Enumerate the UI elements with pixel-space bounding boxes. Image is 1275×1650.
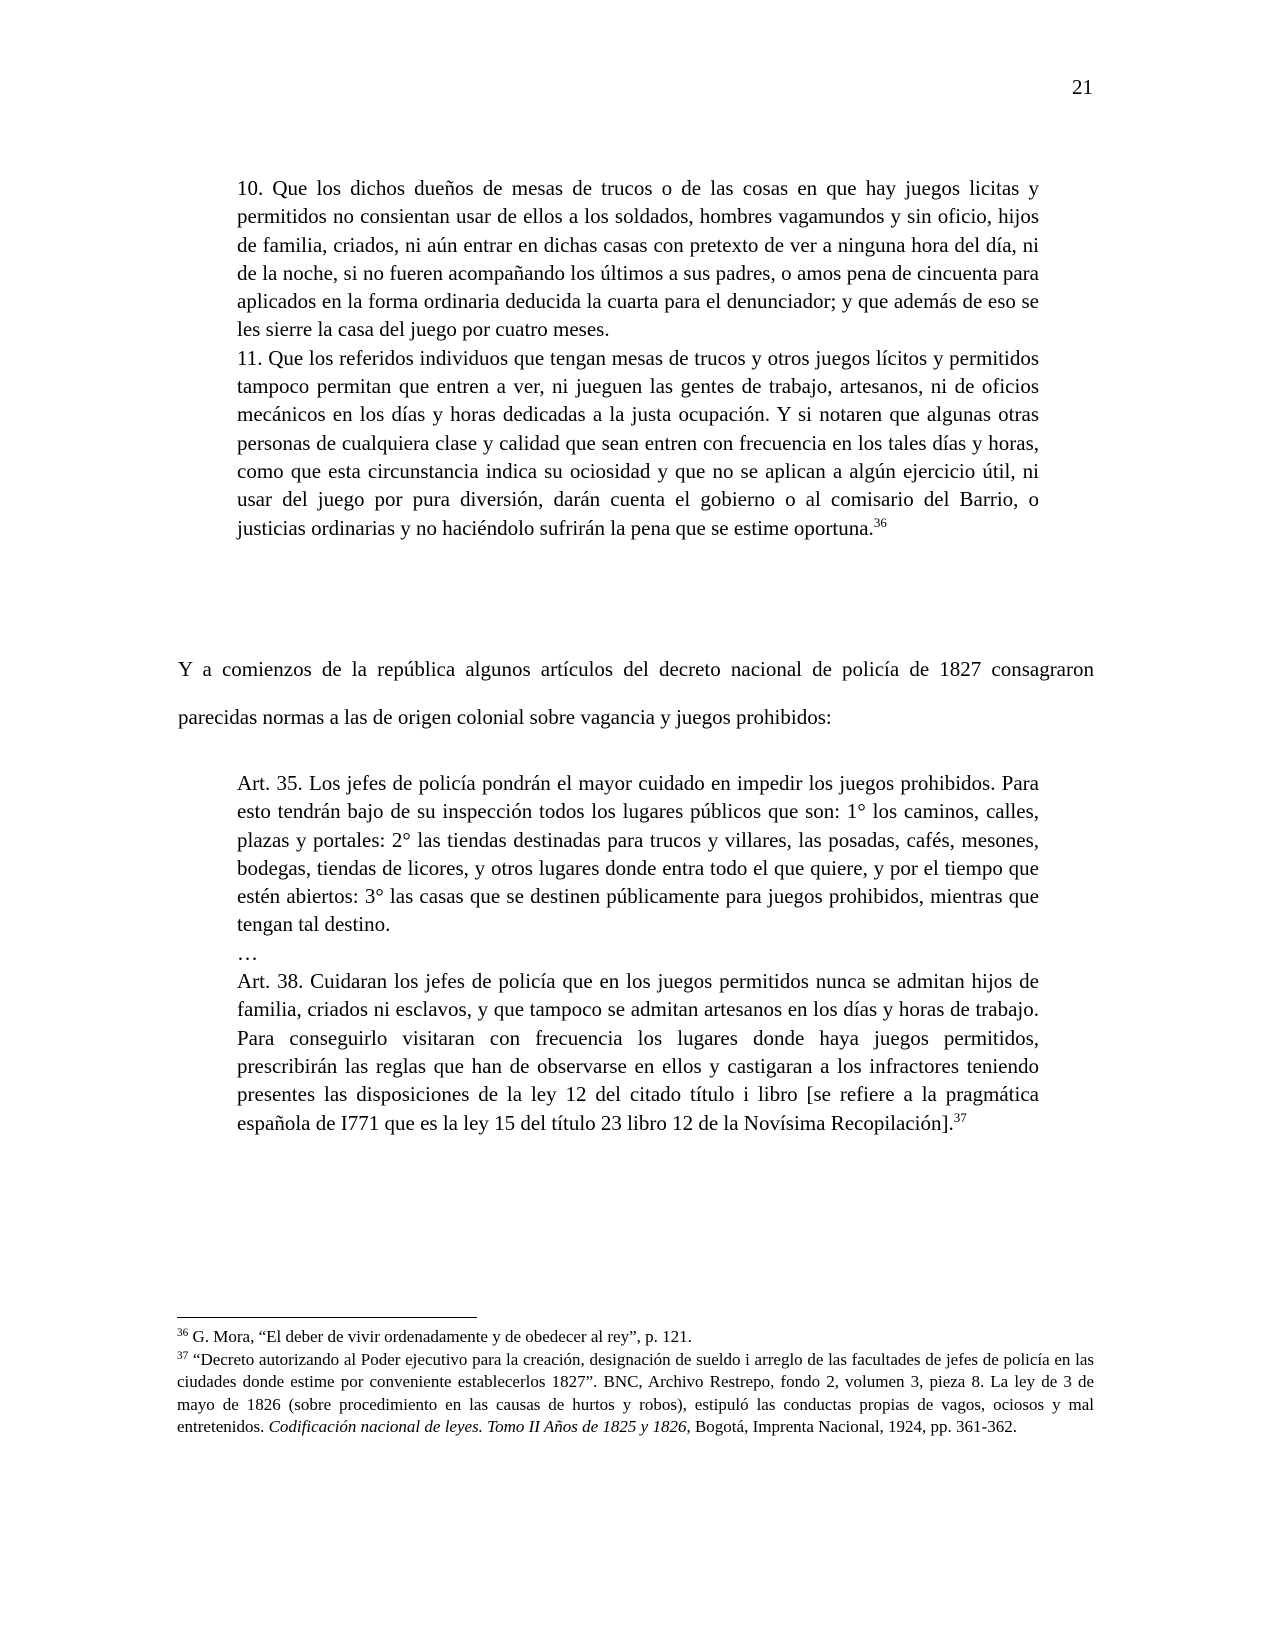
footnotes (177, 1326, 1094, 1439)
quote-article-38-text: Art. 38. Cuidaran los jefes de policía que en los juegos permitidos nunca se admitan hijos de familia, criados ni esclavos, y que tampoco se admitan artesanos en los días y horas de trabajo. Para conseguirlo visitaran con frecuencia los lugares donde haya juegos permitidos, prescribirán las reglas que han de observarse en ellos y castigaran a los infractores teniendo presentes las disposiciones de la ley 12 del citado título i libro [se refiere a la pragmática española de I771 que es la ley 15 del título 23 libro 12 de la Novísima Recopilación]. (237, 969, 1039, 1135)
footnote-number: 36 (177, 1326, 189, 1339)
footnote-text: “Decreto autorizando al Poder ejecutivo para la creación, designación de sueldo i arreglo de las facultades de jefes de policía en las ciudades donde estime por conveniente establecerlos 1827”. BNC, Archivo Restrepo, fondo 2, volumen 3, pieza 8. La ley de 3 de mayo de 1826 (sobre procedimiento en las causas de hurtos y robos), estipuló las conductas propias de vagos, ociosos y mal entretenidos. (177, 1349, 1094, 1437)
footnote-ref-36[interactable]: 36 (873, 514, 887, 530)
quote-ellipsis: … (237, 940, 259, 965)
footnote-37 (177, 1349, 1094, 1439)
footnote-text-end: , Bogotá, Imprenta Nacional, 1924, pp. 361-362. (686, 1417, 1017, 1437)
quote-article-11 (237, 344, 1039, 542)
footnote-italic-title: Codificación nacional de leyes. Tomo II Años de 1825 y 1826 (268, 1417, 687, 1437)
quote-article-35: Art. 35. Los jefes de policía pondrán el mayor cuidado en impedir los juegos prohibidos. Para esto tendrán bajo de su inspección todos los lugares públicos que son: 1° los caminos, calles, plazas y portales: 2° las tiendas destinadas para trucos y villares, las posadas, cafés, mesones, bodegas, tiendas de licores, y otros lugares donde entra todo el que quiere, y por el tiempo que estén abiertos: 3° las casas que se destinen públicamente para juegos prohibidos, mientras que tengan tal destino. (237, 771, 1039, 937)
footnote-text: G. Mora, “El deber de vivir ordenadamente y de obedecer al rey”, p. 121. (188, 1327, 692, 1346)
page-number: 21 (1072, 75, 1093, 99)
block-quote-decree-1827 (237, 769, 1039, 1137)
footnote-separator (177, 1317, 477, 1318)
footnote-number: 37 (177, 1349, 189, 1362)
footnote-36 (177, 1326, 1094, 1349)
body-paragraph: Y a comienzos de la república algunos artículos del decreto nacional de policía de 1827 consagraron parecidas normas a las de origen colonial sobre vagancia y juegos prohibidos: (178, 657, 1094, 729)
footnote-ref-37[interactable]: 37 (953, 1109, 967, 1125)
quote-article-10: 10. Que los dichos dueños de mesas de trucos o de las cosas en que hay juegos licitas y permitidos no consientan usar de ellos a los soldados, hombres vagamundos y sin oficio, hijos de familia, criados, ni aún entrar en dichas casas con pretexto de ver a ninguna hora del día, ni de la noche, si no fueren acompañando los últimos a sus padres, o amos pena de cincuenta para aplicados en la forma ordinaria deducida la cuarta para el denunciador; y que además de eso se les sierre la casa del juego por cuatro meses. (237, 176, 1039, 342)
quote-article-11-text: 11. Que los referidos individuos que tengan mesas de trucos y otros juegos lícitos y permitidos tampoco permitan que entren a ver, ni jueguen las gentes de trabajo, artesanos, ni de oficios mecánicos en los días y horas dedicadas a la justa ocupación. Y si notaren que algunas otras personas de cualquiera clase y calidad que sean entren con frecuencia en los tales días y horas, como que esta circunstancia indica su ociosidad y que no se aplican a algún ejercicio útil, ni usar del juego por pura diversión, darán cuenta el gobierno o al comisario del Barrio, o justicias ordinarias y no haciéndolo sufrirán la pena que se estime oportuna. (237, 345, 1039, 540)
quote-article-38 (237, 967, 1039, 1137)
block-quote-colonial (237, 174, 1039, 542)
